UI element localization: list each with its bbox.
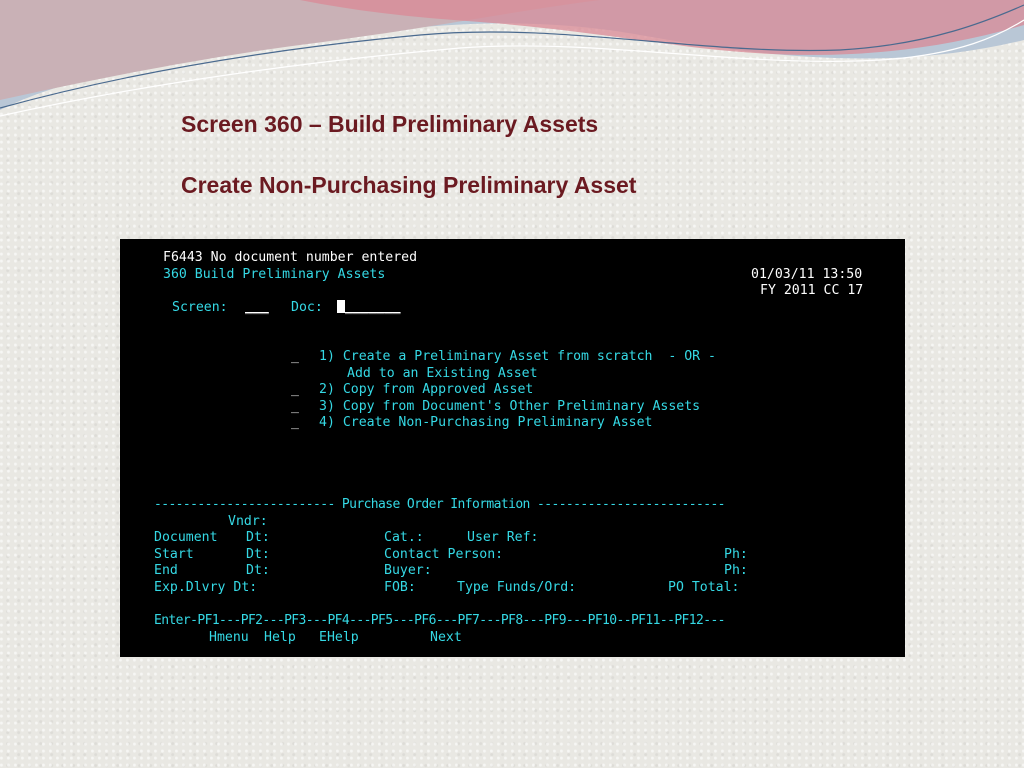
vndr-label: Vndr: [228,514,268,529]
document-dt-label: Dt: [246,530,270,545]
option-1-text: 1) Create a Preliminary Asset from scratch - OR - [319,349,716,364]
start-label: Start [154,547,194,562]
option-2-selector[interactable]: _ [291,382,299,397]
option-4-text: 4) Create Non-Purchasing Preliminary Asset [319,415,653,430]
document-label: Document [154,530,218,545]
pf-keys-bar: Enter-PF1---PF2---PF3---PF4---PF5---PF6---PF7---PF8---PF9---PF10--PF11--PF12--- [154,613,725,628]
po-section-header: ------------------------- Purchase Order Information -------------------------- [154,497,725,512]
contact-person-label: Contact Person: [384,547,504,562]
screen-label: Screen: [172,300,228,315]
text-cursor [337,300,345,313]
pf6-next-key[interactable]: Next [430,630,462,645]
slide-title: Screen 360 – Build Preliminary Assets [181,111,599,137]
terminal-screen [120,239,905,657]
buyer-ph-label: Ph: [724,563,748,578]
end-dt-label: Dt: [246,563,270,578]
header-wave-decoration [0,0,1024,120]
option-1-continuation: Add to an Existing Asset [347,366,538,381]
error-message: F6443 No document number entered [163,250,418,265]
cat-label: Cat.: [384,530,424,545]
user-ref-label: User Ref: [467,530,539,545]
option-3-text: 3) Copy from Document's Other Preliminary Assets [319,399,701,414]
option-3-selector[interactable]: _ [291,399,299,414]
fob-label: FOB: [384,580,416,595]
end-label: End [154,563,178,578]
start-dt-label: Dt: [246,547,270,562]
doc-label: Doc: [291,300,323,315]
option-1-selector[interactable]: _ [291,349,299,364]
screen-input[interactable]: ___ [245,300,269,315]
buyer-label: Buyer: [384,563,432,578]
contact-ph-label: Ph: [724,547,748,562]
fiscal-year-cc: FY 2011 CC 17 [760,283,864,298]
pf3-help-key[interactable]: Help [264,630,296,645]
pf2-hmenu-key[interactable]: Hmenu [209,630,249,645]
datetime: 01/03/11 13:50 [751,267,863,282]
type-funds-label: Type Funds/Ord: [457,580,577,595]
option-4-selector[interactable]: _ [291,415,299,430]
option-2-text: 2) Copy from Approved Asset [319,382,534,397]
slide-subtitle: Create Non-Purchasing Preliminary Asset [181,172,637,198]
screen-name: 360 Build Preliminary Assets [163,267,386,282]
doc-input-blanks: _______ [345,300,401,315]
exp-dlvry-label: Exp.Dlvry Dt: [154,580,258,595]
po-total-label: PO Total: [668,580,740,595]
doc-input[interactable] [337,300,401,317]
pf4-ehelp-key[interactable]: EHelp [319,630,359,645]
